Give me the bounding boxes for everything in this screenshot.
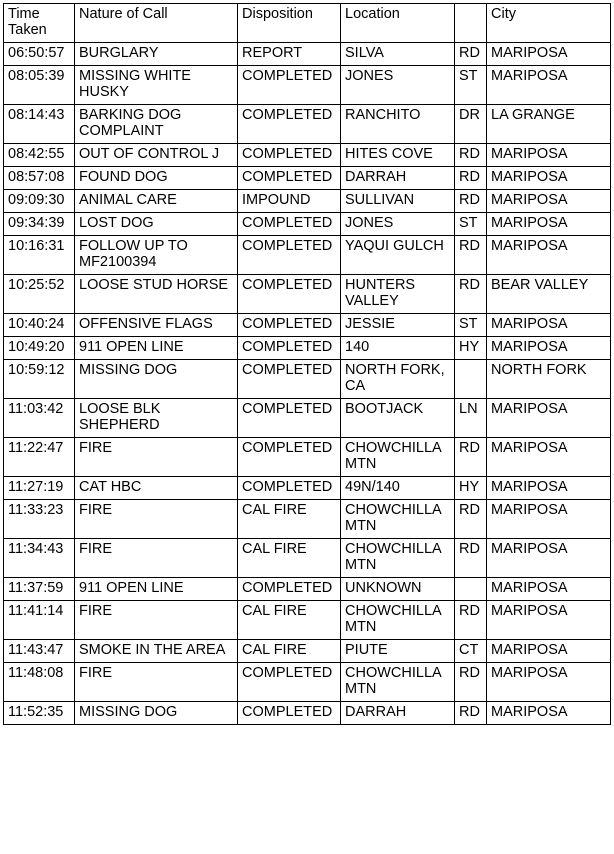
cell-time-taken: 11:41:14: [4, 601, 75, 640]
cell-city: MARIPOSA: [487, 601, 611, 640]
cell-nature-of-call: FIRE: [75, 663, 238, 702]
cell-disposition: IMPOUND: [238, 190, 341, 213]
cell-street-suffix: RD: [455, 167, 487, 190]
cell-location: JONES: [341, 66, 455, 105]
cell-location: JONES: [341, 213, 455, 236]
cell-location: SILVA: [341, 43, 455, 66]
table-row: [4, 702, 611, 725]
cell-location: BOOTJACK: [341, 399, 455, 438]
cell-disposition: COMPLETED: [238, 167, 341, 190]
table-row: [4, 167, 611, 190]
table-row: [4, 399, 611, 438]
cell-city: MARIPOSA: [487, 213, 611, 236]
header-row: [4, 4, 611, 43]
cell-street-suffix: LN: [455, 399, 487, 438]
cell-street-suffix: HY: [455, 477, 487, 500]
table-row: [4, 500, 611, 539]
cell-city: BEAR VALLEY: [487, 275, 611, 314]
cell-disposition: CAL FIRE: [238, 500, 341, 539]
cell-time-taken: 08:57:08: [4, 167, 75, 190]
table-body: [4, 43, 611, 725]
cell-location: UNKNOWN: [341, 578, 455, 601]
cell-street-suffix: DR: [455, 105, 487, 144]
header-city: City: [487, 4, 611, 43]
cell-street-suffix: ST: [455, 213, 487, 236]
cell-street-suffix: RD: [455, 601, 487, 640]
cell-location: 49N/140: [341, 477, 455, 500]
cell-street-suffix: HY: [455, 337, 487, 360]
cell-street-suffix: ST: [455, 66, 487, 105]
cell-nature-of-call: FOUND DOG: [75, 167, 238, 190]
cell-street-suffix: [455, 360, 487, 399]
cell-disposition: COMPLETED: [238, 275, 341, 314]
cell-time-taken: 06:50:57: [4, 43, 75, 66]
cell-city: MARIPOSA: [487, 66, 611, 105]
table-row: [4, 539, 611, 578]
cell-time-taken: 08:14:43: [4, 105, 75, 144]
cell-nature-of-call: BURGLARY: [75, 43, 238, 66]
cell-location: CHOWCHILLA MTN: [341, 663, 455, 702]
cell-time-taken: 11:22:47: [4, 438, 75, 477]
cell-nature-of-call: MISSING DOG: [75, 702, 238, 725]
table-row: [4, 477, 611, 500]
table-row: [4, 66, 611, 105]
cell-nature-of-call: BARKING DOG COMPLAINT: [75, 105, 238, 144]
cell-time-taken: 09:09:30: [4, 190, 75, 213]
cell-disposition: CAL FIRE: [238, 601, 341, 640]
cell-disposition: COMPLETED: [238, 105, 341, 144]
cell-disposition: COMPLETED: [238, 477, 341, 500]
cell-time-taken: 10:40:24: [4, 314, 75, 337]
cell-nature-of-call: ANIMAL CARE: [75, 190, 238, 213]
cell-disposition: COMPLETED: [238, 144, 341, 167]
cell-nature-of-call: 911 OPEN LINE: [75, 337, 238, 360]
cell-city: NORTH FORK: [487, 360, 611, 399]
table-row: [4, 314, 611, 337]
cell-nature-of-call: FIRE: [75, 438, 238, 477]
cell-location: CHOWCHILLA MTN: [341, 438, 455, 477]
cell-city: MARIPOSA: [487, 43, 611, 66]
cell-time-taken: 11:03:42: [4, 399, 75, 438]
cell-street-suffix: RD: [455, 438, 487, 477]
cell-nature-of-call: FIRE: [75, 539, 238, 578]
cell-city: MARIPOSA: [487, 578, 611, 601]
cell-street-suffix: RD: [455, 190, 487, 213]
header-time-taken: Time Taken: [4, 4, 75, 43]
cell-disposition: COMPLETED: [238, 663, 341, 702]
cell-time-taken: 11:33:23: [4, 500, 75, 539]
cell-street-suffix: ST: [455, 314, 487, 337]
table-row: [4, 601, 611, 640]
cell-street-suffix: RD: [455, 43, 487, 66]
cell-nature-of-call: LOST DOG: [75, 213, 238, 236]
cell-time-taken: 11:37:59: [4, 578, 75, 601]
cell-city: MARIPOSA: [487, 702, 611, 725]
cell-time-taken: 11:52:35: [4, 702, 75, 725]
cell-city: MARIPOSA: [487, 477, 611, 500]
cell-time-taken: 10:59:12: [4, 360, 75, 399]
header-nature-of-call: Nature of Call: [75, 4, 238, 43]
header-location: Location: [341, 4, 455, 43]
cell-nature-of-call: MISSING WHITE HUSKY: [75, 66, 238, 105]
cell-location: DARRAH: [341, 702, 455, 725]
table-row: [4, 578, 611, 601]
cell-location: DARRAH: [341, 167, 455, 190]
cell-disposition: REPORT: [238, 43, 341, 66]
table-row: [4, 663, 611, 702]
table-row: [4, 105, 611, 144]
cell-time-taken: 11:48:08: [4, 663, 75, 702]
cell-time-taken: 11:43:47: [4, 640, 75, 663]
table-row: [4, 360, 611, 399]
header-disposition: Disposition: [238, 4, 341, 43]
table-row: [4, 640, 611, 663]
cell-street-suffix: RD: [455, 275, 487, 314]
cell-location: 140: [341, 337, 455, 360]
cell-nature-of-call: OUT OF CONTROL J: [75, 144, 238, 167]
cell-location: CHOWCHILLA MTN: [341, 601, 455, 640]
cell-city: MARIPOSA: [487, 663, 611, 702]
table-row: [4, 438, 611, 477]
cell-nature-of-call: FIRE: [75, 601, 238, 640]
cell-location: YAQUI GULCH: [341, 236, 455, 275]
cell-street-suffix: CT: [455, 640, 487, 663]
cell-location: SULLIVAN: [341, 190, 455, 213]
cell-time-taken: 10:25:52: [4, 275, 75, 314]
cell-city: MARIPOSA: [487, 337, 611, 360]
cell-disposition: COMPLETED: [238, 314, 341, 337]
cell-city: LA GRANGE: [487, 105, 611, 144]
cell-time-taken: 11:34:43: [4, 539, 75, 578]
cell-location: JESSIE: [341, 314, 455, 337]
cell-city: MARIPOSA: [487, 167, 611, 190]
cell-location: NORTH FORK, CA: [341, 360, 455, 399]
cell-time-taken: 08:42:55: [4, 144, 75, 167]
call-log-sheet: [3, 3, 611, 725]
cell-disposition: CAL FIRE: [238, 539, 341, 578]
table-row: [4, 337, 611, 360]
cell-street-suffix: RD: [455, 236, 487, 275]
cell-city: MARIPOSA: [487, 500, 611, 539]
cell-nature-of-call: MISSING DOG: [75, 360, 238, 399]
cell-street-suffix: RD: [455, 500, 487, 539]
cell-time-taken: 09:34:39: [4, 213, 75, 236]
cell-disposition: COMPLETED: [238, 702, 341, 725]
cell-city: MARIPOSA: [487, 236, 611, 275]
cell-disposition: COMPLETED: [238, 66, 341, 105]
cell-city: MARIPOSA: [487, 640, 611, 663]
table-header: [4, 4, 611, 43]
cell-street-suffix: RD: [455, 663, 487, 702]
cell-nature-of-call: FIRE: [75, 500, 238, 539]
cell-nature-of-call: 911 OPEN LINE: [75, 578, 238, 601]
cell-location: PIUTE: [341, 640, 455, 663]
cell-time-taken: 10:16:31: [4, 236, 75, 275]
table-row: [4, 236, 611, 275]
table-row: [4, 190, 611, 213]
cell-time-taken: 10:49:20: [4, 337, 75, 360]
cell-location: RANCHITO: [341, 105, 455, 144]
cell-disposition: COMPLETED: [238, 337, 341, 360]
cell-city: MARIPOSA: [487, 539, 611, 578]
cell-city: MARIPOSA: [487, 190, 611, 213]
cell-nature-of-call: LOOSE STUD HORSE: [75, 275, 238, 314]
cell-disposition: COMPLETED: [238, 236, 341, 275]
cell-disposition: COMPLETED: [238, 438, 341, 477]
cell-city: MARIPOSA: [487, 438, 611, 477]
cell-city: MARIPOSA: [487, 144, 611, 167]
call-log-table: [3, 3, 611, 725]
cell-location: HUNTERS VALLEY: [341, 275, 455, 314]
cell-city: MARIPOSA: [487, 314, 611, 337]
table-row: [4, 43, 611, 66]
table-row: [4, 275, 611, 314]
cell-street-suffix: RD: [455, 144, 487, 167]
table-row: [4, 213, 611, 236]
cell-time-taken: 11:27:19: [4, 477, 75, 500]
cell-disposition: COMPLETED: [238, 399, 341, 438]
cell-time-taken: 08:05:39: [4, 66, 75, 105]
cell-location: HITES COVE: [341, 144, 455, 167]
header-street-suffix: [455, 4, 487, 43]
cell-disposition: COMPLETED: [238, 578, 341, 601]
cell-nature-of-call: OFFENSIVE FLAGS: [75, 314, 238, 337]
table-row: [4, 144, 611, 167]
cell-disposition: COMPLETED: [238, 360, 341, 399]
cell-city: MARIPOSA: [487, 399, 611, 438]
cell-disposition: CAL FIRE: [238, 640, 341, 663]
cell-street-suffix: RD: [455, 702, 487, 725]
cell-nature-of-call: SMOKE IN THE AREA: [75, 640, 238, 663]
cell-nature-of-call: FOLLOW UP TO MF2100394: [75, 236, 238, 275]
cell-nature-of-call: CAT HBC: [75, 477, 238, 500]
cell-street-suffix: [455, 578, 487, 601]
cell-nature-of-call: LOOSE BLK SHEPHERD: [75, 399, 238, 438]
cell-street-suffix: RD: [455, 539, 487, 578]
cell-disposition: COMPLETED: [238, 213, 341, 236]
cell-location: CHOWCHILLA MTN: [341, 500, 455, 539]
cell-location: CHOWCHILLA MTN: [341, 539, 455, 578]
